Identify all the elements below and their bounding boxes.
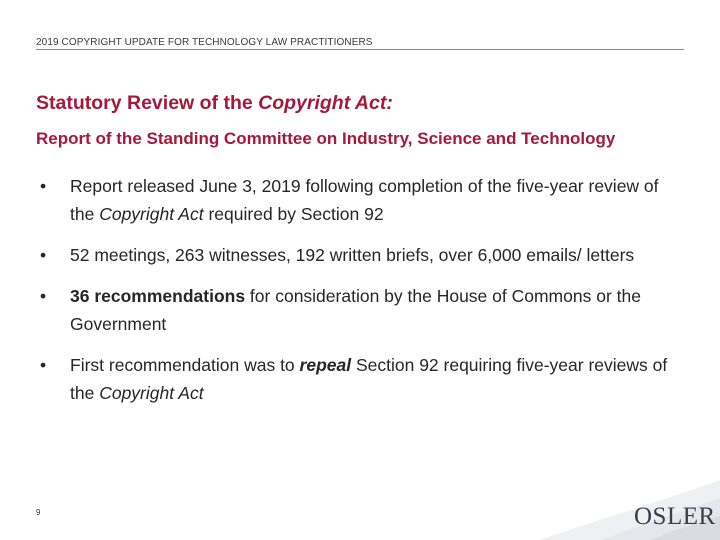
bullet-text-segment: Section 92 requiring five-year reviews of the xyxy=(70,355,668,403)
bullet-text-segment: Copyright Act xyxy=(99,383,204,403)
bullet-marker: • xyxy=(40,355,47,375)
bullet-text-segment: repeal xyxy=(299,355,352,375)
bullet-text-segment: required by Section 92 xyxy=(203,204,384,224)
slide-title xyxy=(36,92,393,115)
bullet-text-segment: Copyright Act xyxy=(99,204,204,224)
osler-logo: OSLER xyxy=(634,503,716,530)
bullet-text-segment: First recommendation was to xyxy=(70,355,300,375)
bullet-item xyxy=(36,241,676,269)
bullet-marker: • xyxy=(40,245,47,265)
header-text: 2019 COPYRIGHT UPDATE FOR TECHNOLOGY LAW PRACTITIONERS xyxy=(36,37,373,48)
bullet-text-segment: Report released June 3, 2019 following completion of the five-year review of the xyxy=(70,176,659,224)
bullet-list xyxy=(36,172,676,420)
bullet-text-segment: 36 recommendations xyxy=(70,286,246,306)
bullet-item xyxy=(36,351,676,407)
bullet-text-segment: for consideration by the House of Commons or the Government xyxy=(70,286,641,334)
header-divider xyxy=(36,49,684,50)
bullet-item xyxy=(36,282,676,338)
bullet-item xyxy=(36,172,676,228)
bullet-marker: • xyxy=(40,176,47,196)
bullet-text-segment: 52 meetings, 263 witnesses, 192 written briefs, over 6,000 emails/ letters xyxy=(70,245,635,265)
page-number: 9 xyxy=(36,508,41,517)
slide-subtitle: Report of the Standing Committee on Industry, Science and Technology xyxy=(36,129,616,148)
title-prefix: Statutory Review of the xyxy=(36,92,259,114)
title-italic: Copyright Act: xyxy=(258,92,393,114)
bullet-marker: • xyxy=(40,286,47,306)
